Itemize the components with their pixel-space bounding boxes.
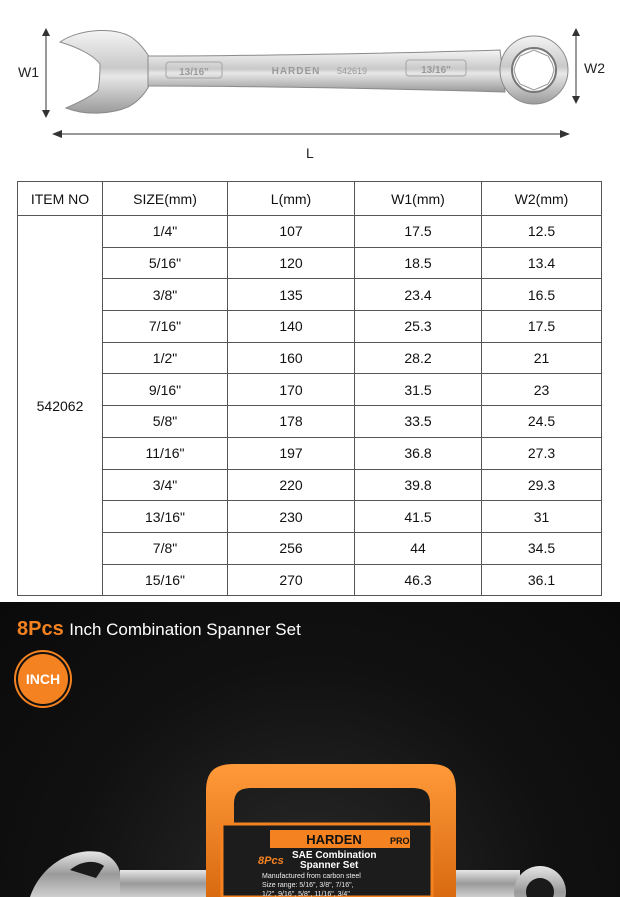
card-title-2: Spanner Set [300, 860, 359, 871]
engraving-brand: HARDEN [271, 66, 321, 77]
length-cell: 178 [228, 406, 355, 438]
size-cell: 3/4" [103, 469, 228, 501]
w1-cell: 33.5 [355, 406, 482, 438]
w1-cell: 25.3 [355, 311, 482, 343]
header-w1: W1(mm) [355, 182, 482, 216]
w2-cell: 16.5 [482, 279, 602, 311]
promo-heading [17, 618, 301, 641]
w2-cell: 27.3 [482, 437, 602, 469]
header-w2: W2(mm) [482, 182, 602, 216]
item-number-cell: 542062 [18, 216, 103, 596]
size-cell: 5/8" [103, 406, 228, 438]
piece-count: 8Pcs [17, 618, 64, 640]
length-cell: 197 [228, 437, 355, 469]
engraving-size-right: 13/16" [421, 65, 451, 76]
w2-cell: 13.4 [482, 247, 602, 279]
w1-cell: 44 [355, 532, 482, 564]
w2-label: W2 [584, 60, 605, 76]
wrench-dimension-diagram [0, 0, 620, 170]
table-row [18, 501, 602, 533]
size-cell: 13/16" [103, 501, 228, 533]
card-count: 8Pcs [258, 855, 284, 867]
inch-badge: INCH [18, 654, 68, 704]
w2-cell: 36.1 [482, 564, 602, 596]
size-cell: 7/16" [103, 311, 228, 343]
length-cell: 120 [228, 247, 355, 279]
promo-section [0, 602, 620, 897]
spec-table [17, 181, 602, 596]
table-row [18, 469, 602, 501]
length-cell: 140 [228, 311, 355, 343]
w1-cell: 23.4 [355, 279, 482, 311]
header-size: SIZE(mm) [103, 182, 228, 216]
table-row [18, 279, 602, 311]
length-cell: 170 [228, 374, 355, 406]
header-length: L(mm) [228, 182, 355, 216]
w1-cell: 17.5 [355, 216, 482, 248]
w2-cell: 24.5 [482, 406, 602, 438]
w1-label: W1 [18, 64, 39, 80]
size-cell: 15/16" [103, 564, 228, 596]
size-cell: 1/4" [103, 216, 228, 248]
length-cell: 135 [228, 279, 355, 311]
w1-cell: 18.5 [355, 247, 482, 279]
table-row [18, 342, 602, 374]
length-cell: 107 [228, 216, 355, 248]
size-cell: 7/8" [103, 532, 228, 564]
set-title: Inch Combination Spanner Set [69, 620, 301, 639]
w2-cell: 34.5 [482, 532, 602, 564]
w2-cell: 12.5 [482, 216, 602, 248]
card-line-2: Size range: 5/16", 3/8", 7/16", [262, 882, 354, 889]
w2-cell: 21 [482, 342, 602, 374]
length-cell: 256 [228, 532, 355, 564]
table-row [18, 311, 602, 343]
card-line-1: Manufactured from carbon steel [262, 873, 361, 880]
card-brand-suffix: PRO [390, 836, 410, 846]
size-cell: 9/16" [103, 374, 228, 406]
engraving-size-left: 13/16" [179, 67, 209, 78]
table-row [18, 247, 602, 279]
w1-cell: 41.5 [355, 501, 482, 533]
size-cell: 3/8" [103, 279, 228, 311]
spanner-set-photo [0, 752, 620, 897]
length-cell: 270 [228, 564, 355, 596]
table-header-row [18, 182, 602, 216]
table-row [18, 437, 602, 469]
card-brand: HARDEN [306, 832, 362, 847]
w1-cell: 36.8 [355, 437, 482, 469]
size-cell: 1/2" [103, 342, 228, 374]
length-cell: 160 [228, 342, 355, 374]
table-row [18, 564, 602, 596]
table-body [18, 216, 602, 596]
w2-cell: 31 [482, 501, 602, 533]
table-row [18, 374, 602, 406]
size-cell: 5/16" [103, 247, 228, 279]
w2-cell: 23 [482, 374, 602, 406]
header-item-no: ITEM NO [18, 182, 103, 216]
card-title-1: SAE Combination [292, 850, 377, 861]
w1-cell: 46.3 [355, 564, 482, 596]
w1-cell: 39.8 [355, 469, 482, 501]
table-row [18, 406, 602, 438]
card-line-3: 1/2", 9/16", 5/8", 11/16", 3/4" [262, 891, 350, 897]
w2-cell: 29.3 [482, 469, 602, 501]
l-label: L [306, 145, 314, 161]
table-row [18, 216, 602, 248]
table-row [18, 532, 602, 564]
engraving-code: 542619 [336, 66, 368, 76]
size-cell: 11/16" [103, 437, 228, 469]
w1-cell: 28.2 [355, 342, 482, 374]
w2-cell: 17.5 [482, 311, 602, 343]
length-cell: 220 [228, 469, 355, 501]
length-cell: 230 [228, 501, 355, 533]
w1-cell: 31.5 [355, 374, 482, 406]
